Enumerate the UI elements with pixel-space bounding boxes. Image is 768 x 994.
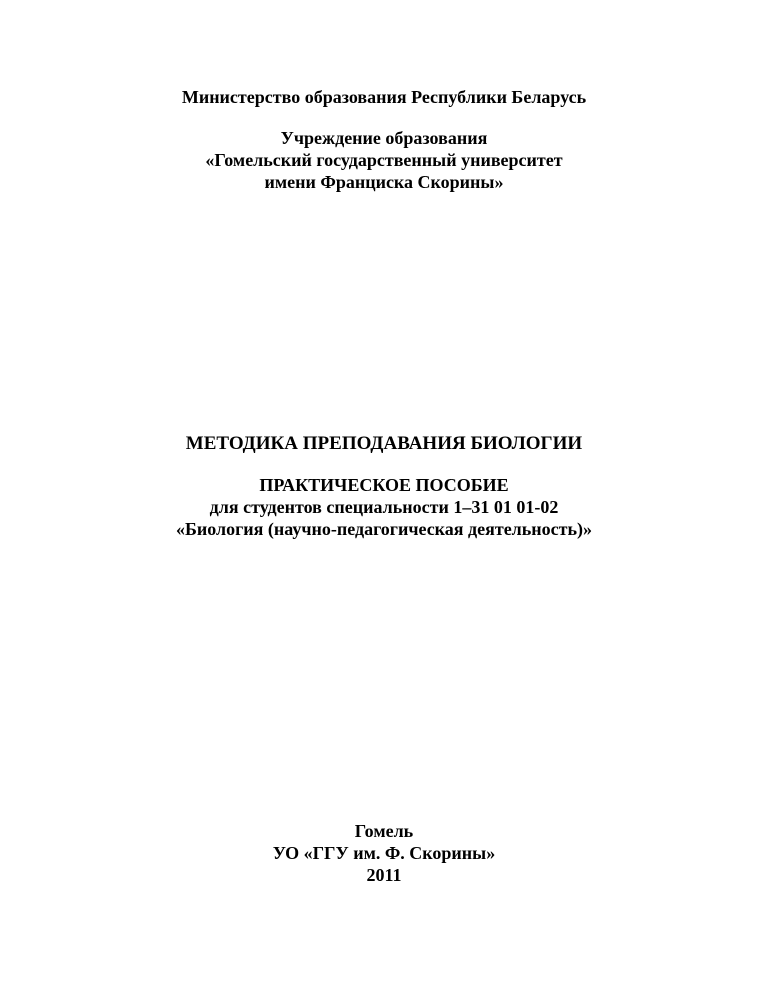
publication-year: 2011 [366, 865, 402, 885]
university-name-line-1: «Гомельский государственный университет [205, 150, 563, 170]
publication-city: Гомель [354, 821, 414, 841]
specialty-name: «Биология (научно-педагогическая деятельность)» [175, 519, 593, 539]
document-subtitle: ПРАКТИЧЕСКОЕ ПОСОБИЕ [259, 475, 509, 495]
document-title: МЕТОДИКА ПРЕПОДАВАНИЯ БИОЛОГИИ [185, 433, 583, 454]
ministry-name: Министерство образования Республики Беларусь [181, 87, 587, 107]
publisher-name: УО «ГГУ им. Ф. Скорины» [272, 843, 496, 863]
institution-type: Учреждение образования [280, 128, 488, 148]
target-audience: для студентов специальности 1–31 01 01-02 [209, 497, 559, 517]
university-name-line-2: имени Франциска Скорины» [264, 172, 504, 192]
